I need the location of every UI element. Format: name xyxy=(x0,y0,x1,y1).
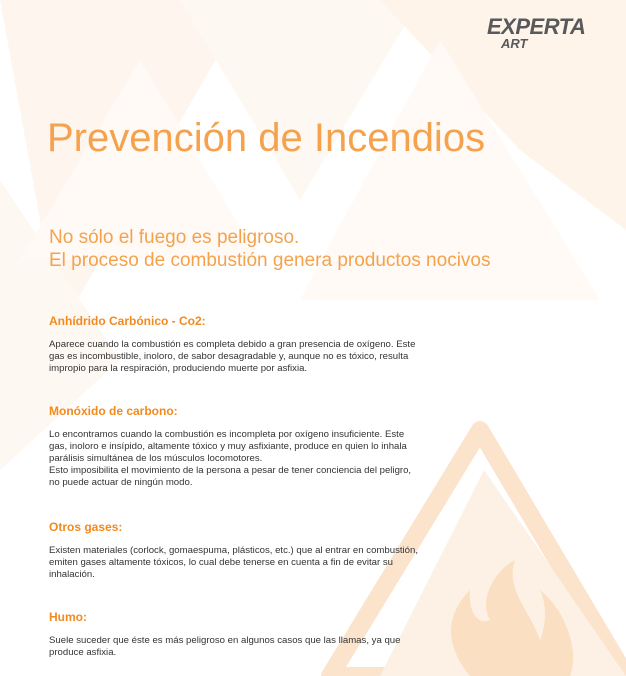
section-heading: Otros gases: xyxy=(49,520,123,534)
subtitle-line-1: No sólo el fuego es peligroso. xyxy=(49,227,300,248)
body-line: produce asfixia. xyxy=(49,647,117,658)
section-body xyxy=(49,635,469,659)
logo-wordmark: EXPERTA xyxy=(487,14,586,39)
body-line: gas es incombustible, inoloro, de sabor desagradable y, aunque no es tóxico, resulta xyxy=(49,351,409,362)
page-subtitle xyxy=(49,226,490,272)
section-body xyxy=(49,545,469,581)
page-title: Prevención de Incendios xyxy=(47,116,486,160)
body-line: emiten gases altamente tóxicos, lo cual debe tenerse en cuenta a fin de evitar su xyxy=(49,557,393,568)
body-line: gas, inoloro e insípido, altamente tóxico y muy asfixiante, produce en quien lo inhala xyxy=(49,441,407,452)
body-line: inhalación. xyxy=(49,569,95,580)
section-heading: Humo: xyxy=(49,610,87,624)
brand-logo xyxy=(487,14,587,52)
body-line: impropio para la respiración, produciendo muerte por asfixia. xyxy=(49,363,308,374)
body-line: Aparece cuando la combustión es completa debido a gran presencia de oxígeno. Este xyxy=(49,339,416,350)
section-anhidrido-carbonico xyxy=(49,314,469,375)
section-heading: Anhídrido Carbónico - Co2: xyxy=(49,314,206,328)
section-body xyxy=(49,429,469,489)
section-otros-gases xyxy=(49,520,469,581)
body-line: Esto imposibilita el movimiento de la persona a pesar de tener conciencia del peligro, xyxy=(49,465,412,476)
section-monoxido-de-carbono xyxy=(49,404,469,489)
section-heading: Monóxido de carbono: xyxy=(49,404,178,418)
body-line: Existen materiales (corlock, gomaespuma, plásticos, etc.) que al entrar en combustión, xyxy=(49,545,418,556)
section-body xyxy=(49,339,469,375)
logo-subtext: ART xyxy=(501,36,528,51)
body-line: Suele suceder que éste es más peligroso en algunos casos que las llamas, ya que xyxy=(49,635,401,646)
body-line: Lo encontramos cuando la combustión es incompleta por oxígeno insuficiente. Este xyxy=(49,429,405,440)
section-humo xyxy=(49,610,469,659)
subtitle-line-2: El proceso de combustión genera productos nocivos xyxy=(49,250,491,271)
body-line: parálisis simultánea de los músculos locomotores. xyxy=(49,453,263,464)
body-line: no puede actuar de ningún modo. xyxy=(49,477,193,488)
